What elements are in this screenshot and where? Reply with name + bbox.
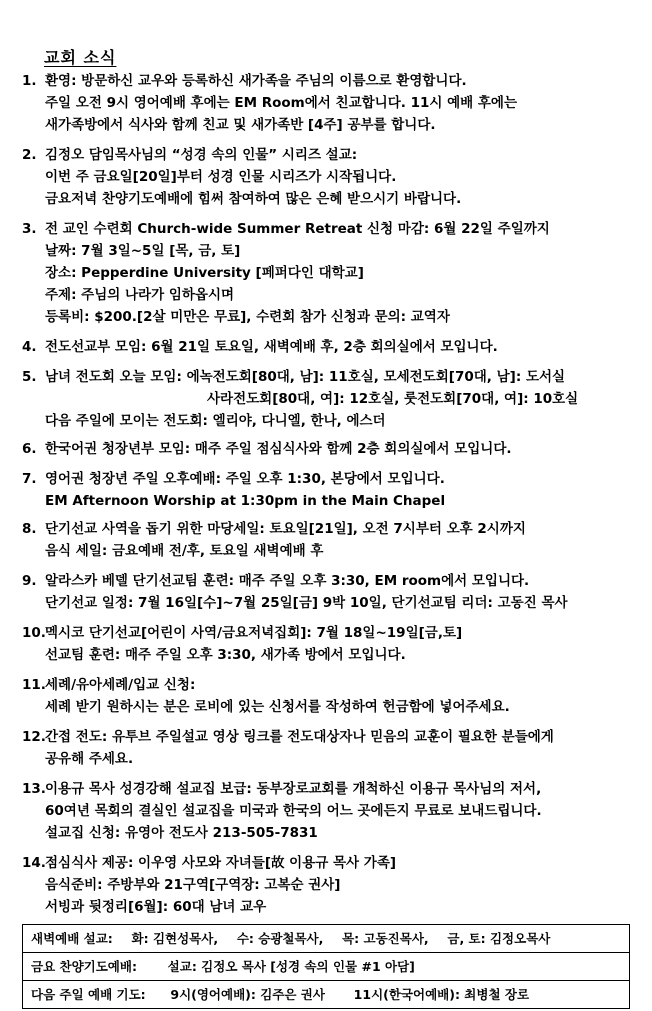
item-number: 3. xyxy=(22,221,37,237)
prayer-nine: 9시(영어예배): 김주은 권사 xyxy=(170,987,325,1002)
item-line: 선교팀 훈련: 매주 주일 오후 3:30, 새가족 방에서 모입니다. xyxy=(45,647,406,663)
schedule-box xyxy=(22,924,630,1009)
item-line: 전 교인 수련회 Church-wide Summer Retreat 신청 마감: 6월 22일 주일까지 xyxy=(45,221,550,237)
item-number: 12. xyxy=(22,729,46,745)
item-number: 6. xyxy=(22,441,37,457)
dawn-thu: 목: 고동진목사, xyxy=(342,931,429,946)
item-line: 전도선교부 모임: 6월 21일 토요일, 새벽예배 후, 2층 회의실에서 모입니다. xyxy=(45,339,498,355)
item-line: 이용규 목사 성경강해 설교집 보급: 동부장로교회를 개척하신 이용규 목사님의 저서, xyxy=(45,781,542,797)
item-line: 공유해 주세요. xyxy=(45,751,134,767)
item-line: 영어권 청장년 주일 오후예배: 주일 오후 1:30, 본당에서 모입니다. xyxy=(45,471,445,487)
dawn-wed: 수: 승광철목사, xyxy=(236,931,324,946)
item-line: 세례 받기 원하시는 분은 로비에 있는 신청서를 작성하여 헌금함에 넣어주세요. xyxy=(45,699,510,715)
item-line: 단기선교 일정: 7월 16일[수]~7월 25일[금] 9박 10일, 단기선교팀 리더: 고동진 목사 xyxy=(45,595,568,611)
item-line: 금요저녁 찬양기도예배에 힘써 참여하여 많은 은혜 받으시기 바랍니다. xyxy=(45,191,462,207)
dawn-tue: 화: 김현성목사, xyxy=(131,931,219,946)
friday-sermon: 설교: 김정오 목사 [성경 속의 인물 #1 아담] xyxy=(167,959,415,974)
item-line: 단기선교 사역을 돕기 위한 마당세일: 토요일[21일], 오전 7시부터 오후 2시까지 xyxy=(45,521,526,537)
item-number: 10. xyxy=(22,625,46,641)
item-line: 60여년 목회의 결실인 설교집을 미국과 한국의 어느 곳에든지 무료로 보내드립니다. xyxy=(45,803,542,819)
prayer-eleven: 11시(한국어예배): 최병철 장로 xyxy=(353,987,530,1002)
item-line: 등록비: $200.[2살 미만은 무료], 수련회 참가 신청과 문의: 교역자 xyxy=(45,309,450,325)
item-line: 설교집 신청: 유영아 전도사 213-505-7831 xyxy=(45,825,318,841)
dawn-service-row xyxy=(23,925,629,953)
item-number: 2. xyxy=(22,147,37,163)
item-line: 날짜: 7월 3일~5일 [목, 금, 토] xyxy=(45,243,241,259)
item-number: 14. xyxy=(22,855,46,871)
item-line: 간접 전도: 유투브 주일설교 영상 링크를 전도대상자나 믿음의 교훈이 필요한 분들에게 xyxy=(45,729,554,745)
friday-service-label: 금요 찬양기도예배: xyxy=(31,959,137,974)
prayer-label: 다음 주일 예배 기도: xyxy=(31,987,146,1002)
item-line: 다음 주일에 모이는 전도회: 엘리야, 다니엘, 한나, 에스더 xyxy=(45,413,386,429)
page-title: 교회 소식 xyxy=(44,48,117,67)
friday-service-row xyxy=(23,953,629,981)
item-line: 주일 오전 9시 영어예배 후에는 EM Room에서 친교합니다. 11시 예배 후에는 xyxy=(45,95,517,111)
prayer-row xyxy=(23,981,629,1008)
item-line: 새가족방에서 식사와 함께 친교 및 새가족반 [4주] 공부를 합니다. xyxy=(45,117,436,133)
item-number: 4. xyxy=(22,339,37,355)
item-number: 1. xyxy=(22,73,37,89)
dawn-service-label: 새벽예배 설교: xyxy=(31,931,113,946)
item-line: 세례/유아세례/입교 신청: xyxy=(45,677,196,693)
item-number: 7. xyxy=(22,471,37,487)
item-line: 음식준비: 주방부와 21구역[구역장: 고복순 권사] xyxy=(45,877,341,893)
item-line: 멕시코 단기선교[어린이 사역/금요저녁집회]: 7월 18일~19일[금,토] xyxy=(45,625,463,641)
item-line: 장소: Pepperdine University [페퍼다인 대학교] xyxy=(45,265,364,281)
item-line: 서빙과 뒷정리[6월]: 60대 남녀 교우 xyxy=(45,899,267,915)
item-number: 9. xyxy=(22,573,37,589)
item-line: 남녀 전도회 오늘 모임: 에녹전도회[80대, 남]: 11호실, 모세전도회[70대, 남]: 도서실 xyxy=(45,369,566,385)
item-number: 8. xyxy=(22,521,37,537)
item-line: 김정오 담임목사님의 “성경 속의 인물” 시리즈 설교: xyxy=(45,147,358,163)
item-line: EM Afternoon Worship at 1:30pm in the Main Chapel xyxy=(45,493,446,509)
item-line: 환영: 방문하신 교우와 등록하신 새가족을 주님의 이름으로 환영합니다. xyxy=(45,73,467,89)
dawn-frisat: 금, 토: 김정오목사 xyxy=(447,931,551,946)
item-line: 주제: 주님의 나라가 임하옵시며 xyxy=(45,287,235,303)
item-number: 13. xyxy=(22,781,46,797)
item-line: 이번 주 금요일[20일]부터 성경 인물 시리즈가 시작됩니다. xyxy=(45,169,397,185)
item-line: 점심식사 제공: 이우영 사모와 자녀들[故 이용규 목사 가족] xyxy=(45,855,397,871)
item-line: 한국어권 청장년부 모임: 매주 주일 점심식사와 함께 2층 회의실에서 모입니다. xyxy=(45,441,512,457)
item-number: 11. xyxy=(22,677,46,693)
item-line: 알라스카 베델 단기선교팀 훈련: 매주 주일 오후 3:30, EM room에서 모입니다. xyxy=(45,573,530,589)
item-line: 사라전도회[80대, 여]: 12호실, 룻전도회[70대, 여]: 10호실 xyxy=(207,391,579,407)
item-line: 음식 세일: 금요예배 전/후, 토요일 새벽예배 후 xyxy=(45,543,324,559)
item-number: 5. xyxy=(22,369,37,385)
